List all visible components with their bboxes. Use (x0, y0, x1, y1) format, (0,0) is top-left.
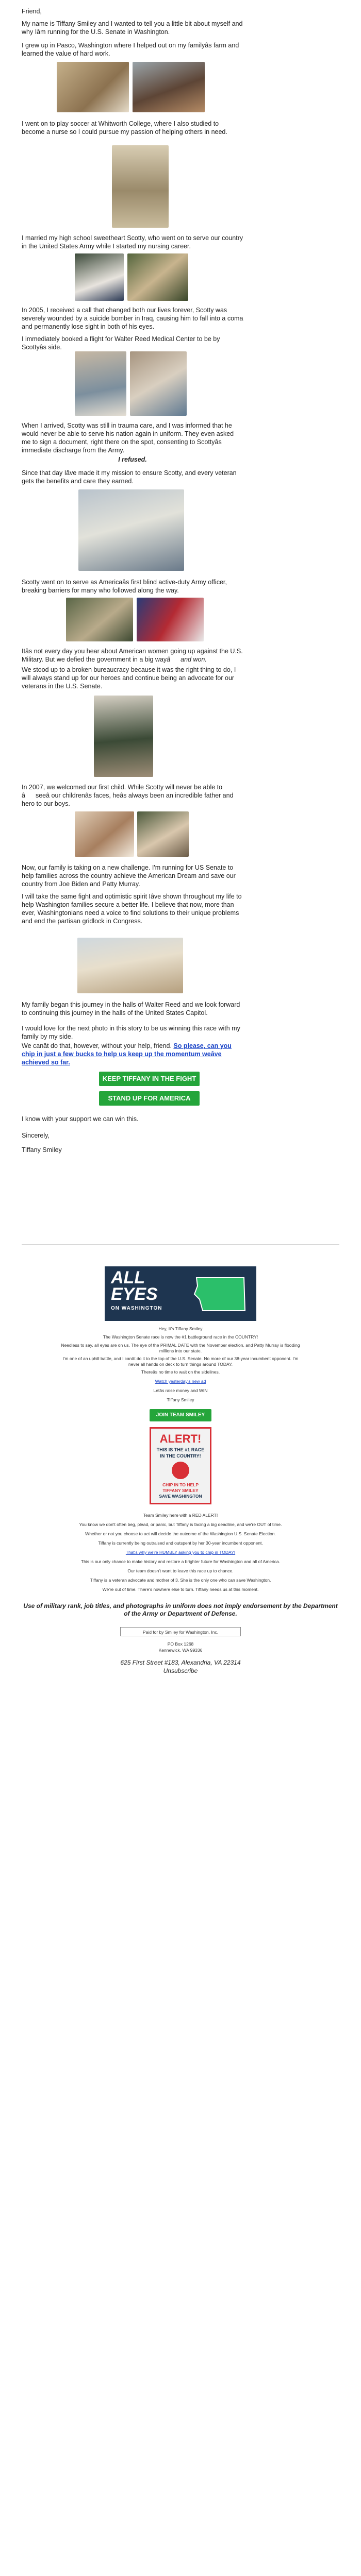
footer-line-4: Thereâs no time to wait on the sidelines. (141, 1369, 220, 1375)
photo-hospital-1 (75, 351, 126, 416)
note-7: Our team doesn't want to leave this race up to chance. (127, 1568, 234, 1573)
photo-couple-uniform (94, 696, 153, 777)
note-6: This is our only chance to make history and restore a brighter future for Washington and all of America. (80, 1559, 281, 1564)
paragraph-2005: In 2005, I received a call that changed both our lives forever, Scotty was severely wounded by a suicide bomber in Iraq, causing him to fall into a coma and permanently lose sight in both of his eyes. (22, 307, 243, 330)
footer-line-1: The Washington Senate race is now the #1 battleground race in the COUNTRY! (103, 1334, 258, 1340)
alert-chip-3: SAVE WASHINGTON (159, 1494, 202, 1499)
donate-link[interactable]: So please, can you chip in just a few bucks to help us keep up the momentum weâve achieved so far. (22, 1042, 232, 1066)
alert-title: ALERT! (159, 1432, 202, 1445)
paragraph-married: I married my high school sweetheart Scotty, who went on to serve our country in the United States Army while I started my nursing career. (22, 234, 243, 250)
paragraph-intro: My name is Tiffany Smiley and I wanted to tell you a little bit about myself and why Iâm running for the U.S. Senate in Washington. (22, 20, 243, 36)
mailing-address: 625 First Street #183, Alexandria, VA 22314 (120, 1659, 241, 1666)
footer-line-2: Needless to say, all eyes are on us. The eye of the PRIMAL DATE with the November election, and Patty Murray is flooding millions into our state. (61, 1343, 300, 1353)
paragraph-optimistic: I will take the same fight and optimistic spirit Iâve shown throughout my life to help Washington families secure a better life. I believe that now, more than ever, Washingtonians need a voice to find solutions to their unique problems and end the partisan gridlock in Congress. (22, 893, 242, 925)
stand-up-button[interactable]: STAND UP FOR AMERICA (99, 1091, 200, 1106)
paragraph-ask (22, 1042, 243, 1066)
paragraph-military-text: Itâs not every day you hear about American women going up against the U.S. Military. But we defied the government in a big way (22, 648, 243, 663)
paragraph-journey: My family began this journey in the halls of Walter Reed and we look forward to continuing this journey in the halls of the United States Capitol. (22, 1001, 240, 1016)
photo-hospital-2 (130, 351, 187, 416)
note-9: We're out of time. There's nowhere else to turn. Tiffany needs us at this moment. (102, 1587, 259, 1592)
banner-all: ALL (111, 1268, 145, 1287)
footer-caption: Hey, It's Tiffany Smiley (158, 1326, 203, 1331)
photo-baby-1 (75, 811, 134, 857)
banner-on-washington: ON WASHINGTON (111, 1306, 162, 1311)
paragraph-soccer: I went on to play soccer at Whitworth College, where I also studied to become a nurse so I could pursue my passion of helping others in need. (22, 120, 227, 135)
refused-heading: I refused. (118, 456, 147, 463)
closing: Sincerely, (22, 1132, 50, 1139)
paragraph-stood-up: We stood up to a broken bureaucracy because it was the right thing to do, I will always stand up for our heroes and continue being an advocate for our veterans in the U.S. Senate. (22, 666, 236, 690)
photo-farm-horse (57, 62, 129, 112)
paragraph-support: I know with your support we can win this. (22, 1115, 139, 1123)
keep-tiffany-button[interactable]: KEEP TIFFANY IN THE FIGHT (99, 1072, 200, 1086)
alert-chip-1: CHIP IN TO HELP (162, 1482, 199, 1487)
note-3: Whether or not you choose to act will decide the outcome of the Washington U.S. Senate Election. (85, 1531, 276, 1536)
signature: Tiffany Smiley (22, 1146, 62, 1154)
photo-flag (137, 598, 204, 641)
note-8: Tiffany is a veteran advocate and mother of 3. She is the only one who can save Washington. (90, 1578, 271, 1583)
ask-lead: We canât do that, however, without your help, friend. (22, 1042, 174, 1049)
photo-family (77, 938, 183, 993)
photo-wedding (75, 253, 124, 301)
photo-salute (66, 598, 133, 641)
photo-farm-cow (133, 62, 205, 112)
paragraph-military (22, 647, 243, 664)
alert-sub-1: THIS IS THE #1 RACE (156, 1447, 205, 1452)
paragraph-first-blind: Scotty went on to serve as Americaâs first blind active-duty Army officer, breaking barriers for many who followed along the way. (22, 579, 227, 594)
paragraph-mission: Since that day Iâve made it my mission to ensure Scotty, and every veteran gets the benefits and care they earned. (22, 469, 237, 485)
photo-army-shirts (78, 489, 184, 571)
note-5[interactable]: That's why we're HUMBLY asking you to chip in TODAY! (125, 1550, 236, 1555)
alert-sub-2: IN THE COUNTRY! (160, 1453, 201, 1459)
footer-divider (22, 1244, 339, 1245)
note-4: Tiffany is currently being outraised and outspent by her 30-year incumbent opponent. (98, 1540, 263, 1546)
banner-eyes: EYES (111, 1284, 158, 1304)
paragraph-2007: In 2007, we welcomed our first child. While Scotty will never be able to âseeâ our childrenâs faces, heâs always been an incredible father and hero to our boys. (22, 784, 234, 807)
note-1: Team Smiley here with a RED ALERT! (143, 1513, 218, 1518)
paragraph-pasco: I grew up in Pasco, Washington where I helped out on my familyâs farm and learned the value of hard work. (22, 42, 239, 57)
paid-for-box: Paid for by Smiley for Washington, Inc. (120, 1627, 241, 1636)
alert-graphic[interactable] (150, 1427, 211, 1504)
paragraph-military-italic: âand won. (167, 656, 207, 663)
greeting: Friend, (22, 8, 42, 15)
paragraph-arrived: When I arrived, Scotty was still in trauma care, and I was informed that he would never be able to serve his nation again in uniform. They even asked me to sign a document, right there on the spot, consenting to Scottyâs immediate discharge from the Army. (22, 422, 234, 454)
alert-chip-2: TIFFANY SMILEY (162, 1488, 199, 1493)
footer-amount-line: Letâs raise money and WIN (153, 1388, 208, 1393)
footer-line-3: I'm one of an uphill battle, and I canât do it to the top of the U.S. Senate. No more of our 38-year incumbent opponent. I'm never all hands on deck to turn things around TODAY. (62, 1356, 299, 1367)
washington-map-icon (192, 1274, 249, 1315)
paragraph-next-photo: I would love for the next photo in this story to be us winning this race with my family by my side. (22, 1025, 240, 1040)
paragraph-flight: I immediately booked a flight for Walter Reed Medical Center to be by Scottyâs side. (22, 335, 220, 351)
military-disclaimer: Use of military rank, job titles, and photographs in uniform does not imply endorsement by the Department of the Army or Department of Defense. (23, 1602, 338, 1617)
all-eyes-banner (105, 1266, 256, 1321)
photo-army-couple (127, 253, 188, 301)
alert-portrait-icon (172, 1462, 189, 1479)
footer-watch-link[interactable]: Watch yesterday's new ad (155, 1379, 206, 1384)
note-2: You know we don't often beg, plead, or panic, but Tiffany is facing a big deadline, and we're OUT of time. (79, 1522, 282, 1527)
photo-soccer (112, 145, 169, 228)
unsubscribe-link[interactable]: Unsubscribe (163, 1667, 198, 1674)
photo-baby-2 (137, 811, 189, 857)
po-box: PO Box 1268 (167, 1641, 194, 1647)
join-team-button[interactable]: JOIN TEAM SMILEY (150, 1409, 211, 1421)
footer-sign: Tiffany Smiley (167, 1397, 194, 1402)
city-line: Kennewick, WA 99336 (158, 1648, 203, 1653)
paragraph-new-challenge: Now, our family is taking on a new challenge. I'm running for US Senate to help families across the country achieve the American Dream and save our country from Joe Biden and Patty Murray. (22, 864, 236, 888)
